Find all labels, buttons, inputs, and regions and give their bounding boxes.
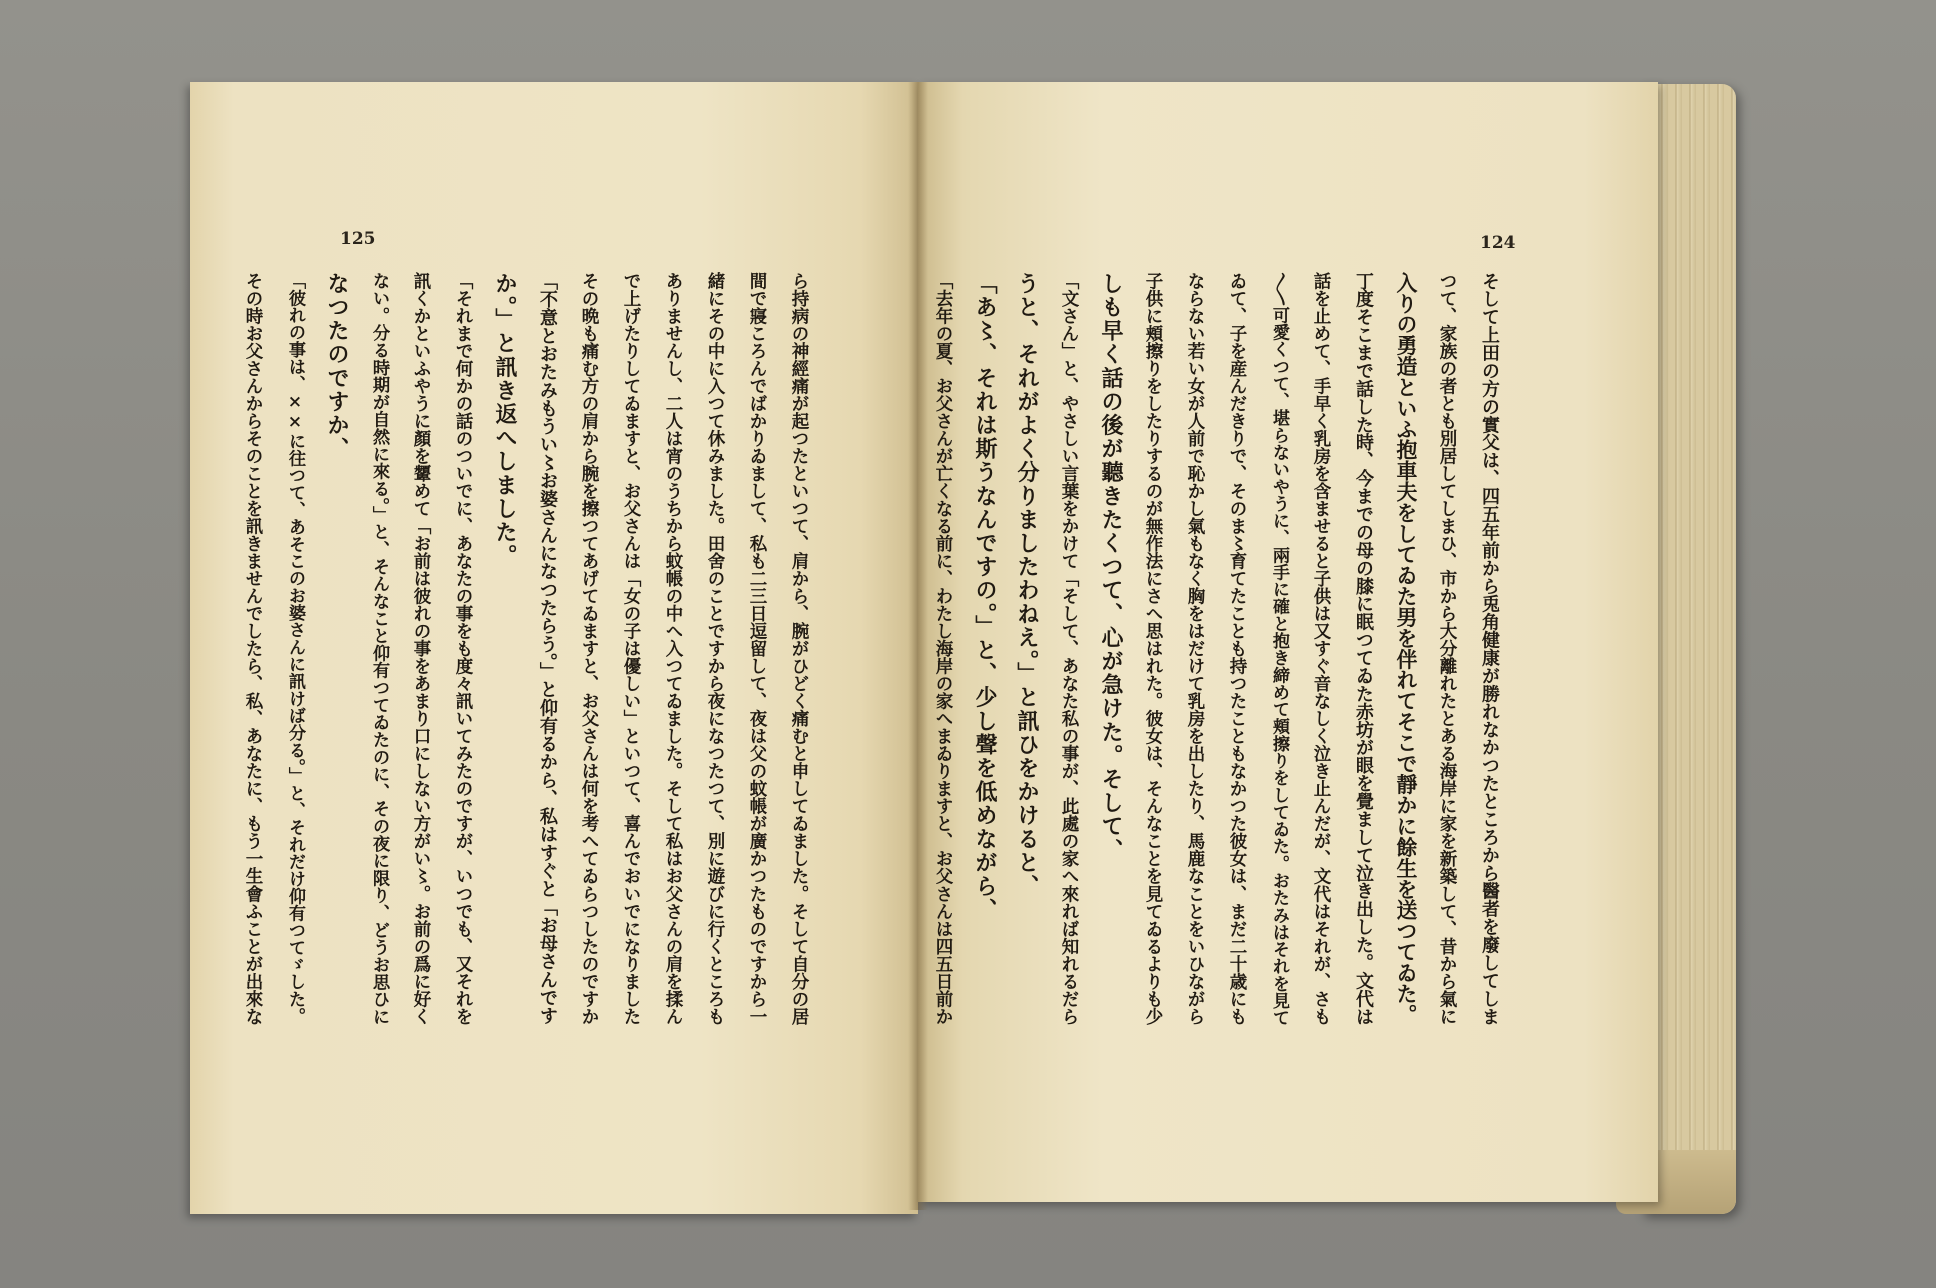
- text-column: 「彼れの事は、××に往つて、あそこのお婆さんに訊けば分る。」と、それだけ仰有つてゞした。: [285, 272, 305, 1025]
- text-column: そして上田の方の實父は、四五年前から兎角健康が勝れなかつたところから醫者を廢してしま: [1479, 272, 1500, 1026]
- text-column: 「不意とおたみもうい〻お婆さんになつたらう。」と仰有るから、私はすぐと「お母さんです: [537, 272, 558, 1025]
- text-column: 入りの勇造といふ抱車夫をしてゐた男を伴れてそこで靜かに餘生を送つてゐた。: [1393, 272, 1418, 1025]
- text-column: 話を止めて、手早く乳房を含ませると子供は又すぐ音なしく泣き止んだが、文代はそれが、さも: [1311, 272, 1331, 1025]
- text-column: つて、家族の者とも別居してしまひ、市から大分離れたとある海岸に家を新築して、昔から氣に: [1437, 272, 1457, 1025]
- text-column: ありませんし、二人は宵のうちから蚊帳の中へ入つてゐました。そして私はお父さんの肩を揉ん: [663, 272, 683, 1025]
- right-page-number: 124: [1480, 233, 1516, 253]
- text-column: 間で寢ころんでばかりゐまして、私も二三日逗留して、夜は父の蚊帳が廣かつたものですから一: [747, 272, 767, 1025]
- text-column: 「文さん」と、やさしい言葉をかけて「そして、あなた私の事が、此處の家へ來れば知れるだら: [1059, 272, 1079, 1025]
- text-column: 訊くかといふやうに顏を顰めて「お前は彼れの事をあまり口にしない方がい〻。お前の爲に好く: [411, 272, 431, 1025]
- text-column: 丁度そこまで話した時、今までの母の膝に眠つてゐた赤坊が眼を覺まして泣き出した。文代は: [1353, 272, 1374, 1026]
- text-column: その時お父さんからそのことを訊きませんでしたら、私、あなたに、もう一生會ふことが出來な: [243, 272, 263, 1025]
- text-column: 「あ〻、それは斯うなんですの。」と、少し聲を低めながら、: [972, 272, 998, 922]
- text-column: うと、それがよく分りましたわねえ。」と訊ひをかけると、: [1014, 272, 1040, 899]
- text-column: 「それまで何かの話のついでに、あなたの事をも度々訊いてみたのですが、いつでも、又それを: [453, 272, 473, 1025]
- left-page-text: [232, 272, 820, 1080]
- text-column: 子供に頬擦りをしたりするのが無作法にさへ思はれた。彼女は、そんなことを見てゐるよりも少: [1143, 272, 1163, 1025]
- text-column: 緒にその中に入つて休みました。田舍のことですから夜になつたつて、別に遊びに行くところも: [705, 272, 725, 1025]
- text-column: ら持病の神經痛が起つたといつて、肩から、腕がひどく痛むと申してゐました。そして自分の居: [789, 272, 809, 1025]
- right-page-text: [922, 272, 1510, 1080]
- text-column: しも早く話の後が聽きたくつて、心が急けた。そして、: [1098, 272, 1124, 862]
- text-column: 〳〵可愛くつて、堪らないやうに、兩手に確と抱き締めて頬擦りをしてゐた。おたみはそれを見て: [1269, 272, 1289, 1027]
- text-column: か。」と訊き返へしました。: [492, 272, 518, 568]
- text-column: なつたのですか、: [324, 272, 350, 461]
- text-column: ゐて、子を産んだきりで、そのま〻育てたことも持つたこともなかつた彼女は、まだ二十歳にも: [1227, 272, 1247, 1025]
- left-page-number: 125: [340, 229, 376, 249]
- text-column: 「去年の夏、お父さんが亡くなる前に、わたし海岸の家へまゐりますと、お父さんは四五日前か: [933, 272, 953, 1025]
- text-column: ならない若い女が人前で恥かし氣もなく胸をはだけて乳房を出したり、馬鹿なことをいひながら: [1185, 272, 1205, 1025]
- text-column: その晩も痛む方の肩から腕を擦つてあげてゐますと、お父さんは何を考へてゐらつしたのですか: [579, 272, 599, 1025]
- text-column: ない。分る時期が自然に來る。」と、そんなこと仰有つてゐたのに、その夜に限り、どうお思ひに: [369, 272, 389, 1025]
- text-column: で上げたりしてゐますと、お父さんは「女の子は優しい」といつて、喜んでおいでになりました: [621, 272, 641, 1025]
